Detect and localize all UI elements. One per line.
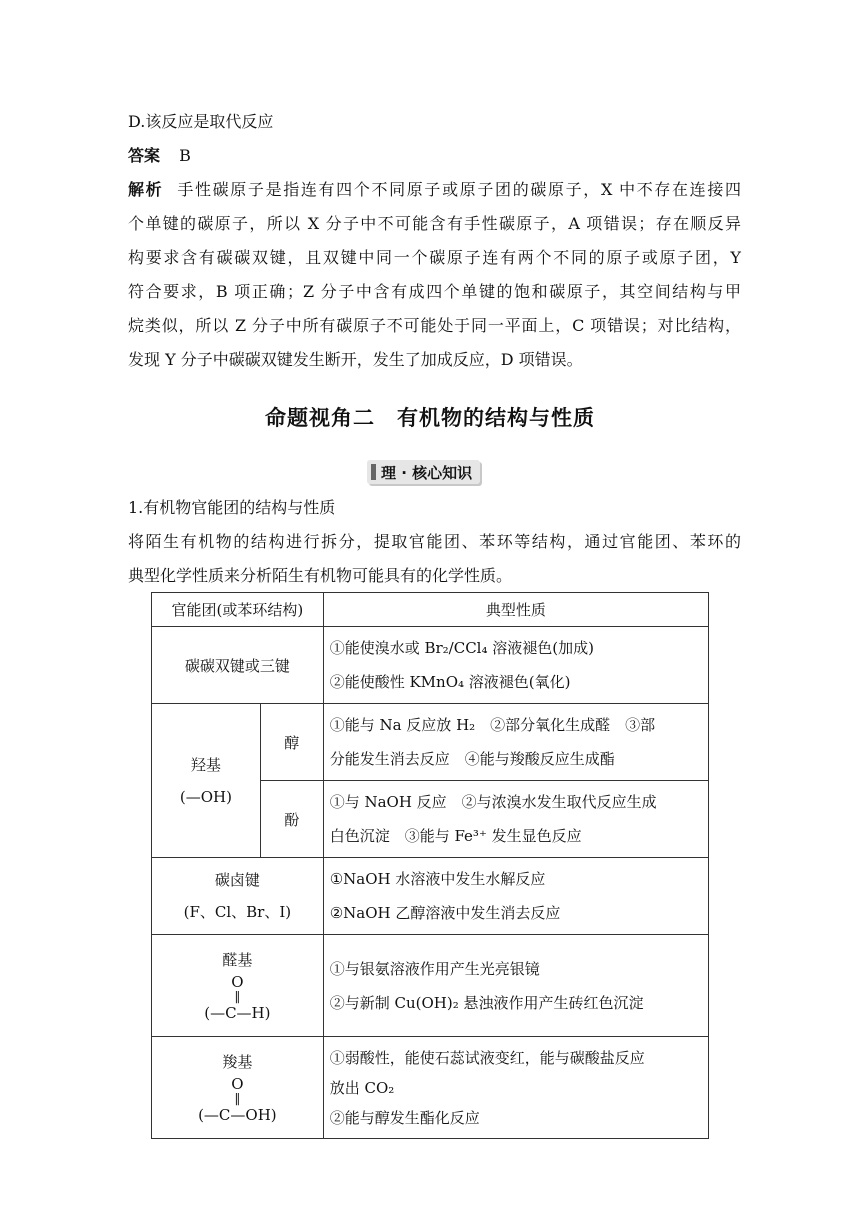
carboxyl-structure <box>198 1074 277 1125</box>
prop-line: ①与银氨溶液作用产生光亮银镜 <box>329 959 540 978</box>
table-row <box>152 1037 709 1139</box>
double-bond: ‖ <box>234 1090 241 1105</box>
analysis-line-6: 发现 Y 分子中碳碳双键发生断开，发生了加成反应，D 项错误。 <box>128 350 583 369</box>
table-row <box>152 858 709 935</box>
oxygen-atom: O <box>231 1074 244 1093</box>
prop-line: ②与新制 Cu(OH)₂ 悬浊液作用产生砖红色沉淀 <box>329 993 644 1012</box>
prop-line: ②NaOH 乙醇溶液中发生消去反应 <box>329 904 561 922</box>
prop-line: 放出 CO₂ <box>329 1078 395 1097</box>
point-title: 1.有机物官能团的结构与性质 <box>128 498 336 517</box>
functional-group-table <box>151 592 709 1139</box>
group-halo <box>152 858 324 935</box>
table-row <box>152 935 709 1037</box>
double-bond: ‖ <box>234 988 241 1003</box>
group-name: 碳卤键 <box>214 871 260 889</box>
analysis-line-5: 烷类似，所以 Z 分子中所有碳原子不可能处于同一平面上，C 项错误；对比结构， <box>128 316 741 335</box>
header-group: 官能团(或苯环结构) <box>152 593 324 627</box>
table-row <box>152 627 709 704</box>
option-d: D.该反应是取代反应 <box>128 112 274 131</box>
chain: (—C—H) <box>204 1003 271 1022</box>
group-carboxyl <box>152 1037 324 1139</box>
chain: (—C—OH) <box>198 1105 277 1124</box>
props-aldehyde <box>323 935 708 1037</box>
prop-line: 白色沉淀 ③能与 Fe³⁺ 发生显色反应 <box>329 827 582 845</box>
props-phenol <box>323 781 708 858</box>
prop-line: ①与 NaOH 反应 ②与浓溴水发生取代反应生成 <box>329 793 657 811</box>
group-cc: 碳碳双键或三键 <box>152 627 324 704</box>
analysis-line-3: 构要求含有碳碳双键，且双键中同一个碳原子连有两个不同的原子或原子团，Y <box>128 248 741 267</box>
answer-value: B <box>179 146 191 165</box>
badge-label: 理 · 核心知识 <box>381 463 473 482</box>
answer-line <box>128 146 191 166</box>
prop-line: ①NaOH 水溶液中发生水解反应 <box>329 870 546 888</box>
group-name: 羧基 <box>222 1052 253 1071</box>
analysis-text: 手性碳原子是指连有四个不同原子或原子团的碳原子，X 中不存在连接四 <box>177 180 741 199</box>
badge-bar-icon <box>371 464 376 480</box>
analysis-line-1 <box>128 180 741 200</box>
props-carboxyl <box>323 1037 708 1139</box>
prop-line: ①能使溴水或 Br₂/CCl₄ 溶液褪色(加成) <box>329 639 594 657</box>
prop-line: ①弱酸性，能使石蕊试液变红，能与碳酸盐反应 <box>329 1048 645 1067</box>
sub-alcohol: 醇 <box>260 704 323 781</box>
group-name: 羟基 <box>190 755 221 774</box>
group-formula: (—OH) <box>179 787 232 806</box>
intro-line-1: 将陌生有机物的结构进行拆分，提取官能团、苯环等结构，通过官能团、苯环的 <box>128 532 741 551</box>
group-aldehyde <box>152 935 324 1037</box>
oxygen-atom: O <box>231 972 244 991</box>
group-hydroxyl <box>152 704 261 858</box>
props-cc <box>323 627 708 704</box>
section-badge <box>367 460 480 484</box>
analysis-label: 解析 <box>128 180 164 199</box>
analysis-line-2: 个单键的碳原子，所以 X 分子中不可能含有手性碳原子，A 项错误；存在顺反异 <box>128 214 741 233</box>
group-name: 醛基 <box>222 950 253 969</box>
prop-line: ②能与醇发生酯化反应 <box>329 1108 480 1127</box>
header-props: 典型性质 <box>323 593 708 627</box>
section-title: 命题视角二 有机物的结构与性质 <box>265 406 595 430</box>
prop-line: ①能与 Na 反应放 H₂ ②部分氧化生成醛 ③部 <box>329 716 656 734</box>
analysis-line-4: 符合要求，B 项正确；Z 分子中含有成四个单键的饱和碳原子，其空间结构与甲 <box>128 282 741 301</box>
intro-line-2: 典型化学性质来分析陌生有机物可能具有的化学性质。 <box>128 566 513 585</box>
answer-label: 答案 <box>128 146 161 165</box>
sub-phenol: 酚 <box>260 781 323 858</box>
table-header-row <box>152 593 709 627</box>
prop-line: ②能使酸性 KMnO₄ 溶液褪色(氧化) <box>329 673 571 691</box>
props-halo <box>323 858 708 935</box>
props-alcohol <box>323 704 708 781</box>
table-row <box>152 704 709 781</box>
aldehyde-structure <box>204 972 271 1023</box>
prop-line: 分能发生消去反应 ④能与羧酸反应生成酯 <box>329 750 615 768</box>
group-formula: (F、Cl、Br、I) <box>183 903 292 921</box>
